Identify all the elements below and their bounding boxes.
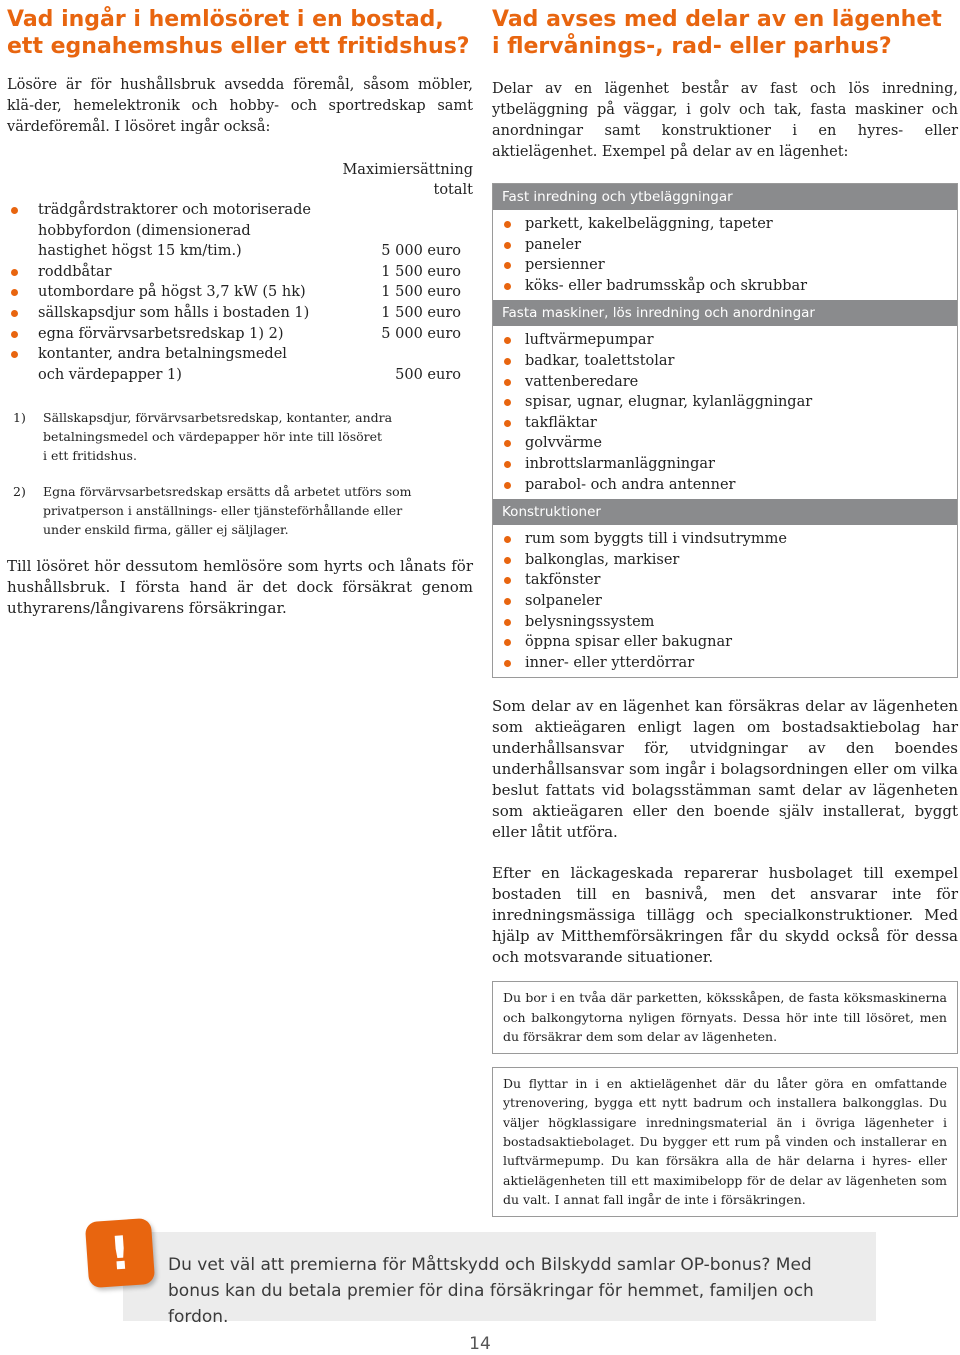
list-item — [501, 413, 957, 434]
bullet-icon — [504, 399, 511, 406]
item-name: kontanter, andra betalningsmedel och värdepapper 1) — [38, 346, 287, 383]
item-name: roddbåtar — [38, 263, 112, 280]
item-text: balkonglas, markiser — [525, 551, 680, 568]
list-item — [501, 475, 957, 496]
item-text: takfönster — [525, 572, 601, 589]
bullet-icon — [504, 358, 511, 365]
right-column — [492, 6, 958, 1217]
left-column — [7, 6, 473, 619]
item-left — [7, 324, 284, 345]
bullet-icon — [504, 577, 511, 584]
right-para1: Som delar av en lägenhet kan försäkras delar av lägenheten som aktieägaren enligt lagen om bostadsaktiebolag har underhållsansvar för, utvidgningar av den boendes underhållsansvar som ingår i bolagsordningen eller om vilka beslut fattats vid bolagsstämman samt delar av lägenheten som aktieägaren eller den boende själv installerat, byggt eller låtit utföra. — [492, 697, 958, 842]
list-item — [7, 303, 473, 324]
max-compensation-header: Maximiersättning totalt — [342, 162, 473, 198]
list-item — [501, 591, 957, 612]
item-text: solpaneler — [525, 592, 602, 609]
footnote-text: Egna förvärvsarbetsredskap ersätts då arbetet utförs som privatperson i anställnings- eller tjänsteförhållande eller under enskild firma, gäller ej säljlager. — [43, 484, 412, 538]
list-item — [501, 632, 957, 653]
list-item — [501, 276, 957, 297]
list-item — [501, 330, 957, 351]
footnote-number: 2) — [13, 484, 26, 500]
box-section-title: Fast inredning och ytbeläggningar — [493, 184, 957, 210]
list-item — [501, 529, 957, 550]
bullet-icon — [504, 619, 511, 626]
list-item — [501, 214, 957, 235]
bullet-icon — [504, 420, 511, 427]
bullet-icon — [504, 536, 511, 543]
list-item — [501, 392, 957, 413]
box-section-list — [493, 210, 957, 300]
item-text: parabol- och andra antenner — [525, 476, 736, 493]
item-name: utombordare på högst 3,7 kW (5 hk) — [38, 284, 306, 301]
list-item — [7, 200, 473, 262]
bullet-icon — [504, 598, 511, 605]
example-note-1: Du bor i en tvåa där parketten, köksskåpen, de fasta köksmaskinerna och balkongytorna nyligen förnyats. Dessa hör inte till lösöret, men du försäkrar dem som delar av lägenheten. — [492, 981, 958, 1054]
item-text: inner- eller ytterdörrar — [525, 654, 695, 671]
bullet-icon — [504, 337, 511, 344]
box-section-list — [493, 525, 957, 677]
bullet-icon — [504, 660, 511, 667]
footnote-number: 1) — [13, 410, 26, 426]
bullet-icon — [504, 461, 511, 468]
item-text: öppna spisar eller bakugnar — [525, 634, 733, 651]
list-item — [7, 262, 473, 283]
item-left — [7, 262, 112, 283]
list-item — [501, 235, 957, 256]
item-name: egna förvärvsarbetsredskap 1) 2) — [38, 325, 284, 342]
list-item — [7, 344, 473, 385]
list-item — [7, 282, 473, 303]
right-heading: Vad avses med delar av en lägenhet i flervånings-, rad- eller parhus? — [492, 7, 942, 59]
item-amount: 1 500 euro — [381, 263, 461, 280]
footnote — [7, 408, 473, 465]
list-item — [501, 372, 957, 393]
footnote — [7, 482, 473, 539]
right-para2: Efter en läckageskada reparerar husbolaget till exempel bostaden till en basnivå, men det ansvarar inte för inredningsmässiga tillägg och specialkonstruktioner. Med hjälp av Mitthemförsäkringen får du skydd också för dessa och motsvarande situationer. — [492, 864, 958, 967]
item-text: golvvärme — [525, 435, 602, 452]
item-text: spisar, ugnar, elugnar, kylanläggningar — [525, 394, 813, 411]
item-text: köks- eller badrumsskåp och skrubbar — [525, 277, 808, 294]
left-closing: Till lösöret hör dessutom hemlösöre som hyrts och lånats för hushållsbruk. I första hand är det dock försäkrat genom uthyrarens/långivarens försäkringar. — [7, 557, 473, 618]
bullet-icon — [504, 379, 511, 386]
bullet-icon — [11, 207, 18, 214]
bullet-icon — [11, 310, 18, 317]
bullet-icon — [504, 440, 511, 447]
item-left — [7, 303, 309, 324]
bullet-icon — [504, 557, 511, 564]
list-item — [501, 570, 957, 591]
item-amount: 1 500 euro — [381, 304, 461, 321]
footnote-text: Sällskapsdjur, förvärvsarbetsredskap, kontanter, andra betalningsmedel och värdepapper hör inte till lösöret i ett fritidshus. — [43, 410, 393, 464]
list-item — [7, 324, 473, 345]
list-item — [501, 550, 957, 571]
item-text: paneler — [525, 236, 581, 253]
item-text: vattenberedare — [525, 373, 639, 390]
left-heading: Vad ingår i hemlösöret i en bostad, ett egnahemshus eller ett fritidshus? — [7, 7, 470, 59]
bullet-icon — [11, 289, 18, 296]
item-text: parkett, kakelbeläggning, tapeter — [525, 216, 773, 232]
bonus-banner — [123, 1232, 876, 1327]
item-left — [7, 282, 306, 303]
bullet-icon — [504, 221, 511, 228]
list-item — [501, 255, 957, 276]
bullet-icon — [11, 351, 18, 358]
item-amount: 500 euro — [395, 366, 461, 383]
item-amount: 1 500 euro — [381, 284, 461, 301]
item-text: inbrottslarmanläggningar — [525, 455, 715, 472]
bullet-icon — [504, 639, 511, 646]
item-text: badkar, toalettstolar — [525, 352, 675, 369]
list-item — [501, 653, 957, 674]
bullet-icon — [11, 331, 18, 338]
item-amount: 5 000 euro — [381, 325, 461, 342]
items-list — [7, 200, 473, 385]
item-text: luftvärmepumpar — [525, 332, 654, 349]
banner-text: Du vet väl att premierna för Måttskydd och Bilskydd samlar OP-bonus? Med bonus kan du betala premier för dina försäkringar för hemmet, familjen och fordon. — [168, 1255, 814, 1327]
item-amount: 5 000 euro — [381, 243, 461, 260]
item-name: sällskapsdjur som hålls i bostaden 1) — [38, 304, 310, 321]
item-text: belysningssystem — [525, 613, 655, 630]
bullet-icon — [504, 482, 511, 489]
list-item — [501, 433, 957, 454]
page-number: 14 — [469, 1334, 491, 1354]
item-left — [7, 344, 287, 385]
bullet-icon — [504, 242, 511, 249]
item-text: persienner — [525, 257, 605, 274]
item-name: trädgårdstraktorer och motoriserade hobbyfordon (dimensionerad hastighet högst 15 km/tim.) — [38, 202, 311, 260]
list-item — [501, 454, 957, 475]
box-section-title: Konstruktioner — [493, 499, 957, 525]
list-item — [501, 612, 957, 633]
right-intro: Delar av en lägenhet består av fast och lös inredning, ytbeläggning på väggar, i golv och tak, fasta maskiner och anordningar samt konstruktioner i en hyres- eller aktielägenhet. Exempel på delar av en lägenhet: — [492, 81, 958, 160]
box-section-list — [493, 326, 957, 499]
left-intro: Lösöre är för hushållsbruk avsedda föremål, såsom möbler, klä-der, hemelektronik och hobby- och sportredskap samt värdeföremål. I lösöret ingår också: — [7, 77, 473, 135]
apartment-parts-box — [492, 183, 958, 678]
bullet-icon — [11, 269, 18, 276]
bullet-icon — [504, 283, 511, 290]
bullet-icon — [504, 262, 511, 269]
exclamation-icon: ! — [85, 1218, 155, 1288]
list-item — [501, 351, 957, 372]
item-text: takfläktar — [525, 414, 597, 431]
item-text: rum som byggts till i vindsutrymme — [525, 531, 787, 548]
box-section-title: Fasta maskiner, lös inredning och anordningar — [493, 300, 957, 326]
example-note-2: Du flyttar in i en aktielägenhet där du låter göra en omfattande ytrenovering, bygga ett nytt badrum och installera balkongglas. Du väljer högklassigare inredningsmaterial än i övriga lägenheter i bostadsaktiebolaget. Du bygger ett rum på vinden och installerar en luftvärmepump. Du kan försäkra alla de här delarna i hyres- eller aktielägenheten till ett maximibelopp för de delar av lägenheten som du valt. I annat fall ingår de inte i försäkringen. — [492, 1067, 958, 1217]
footnotes — [7, 408, 473, 539]
item-left — [7, 200, 311, 262]
